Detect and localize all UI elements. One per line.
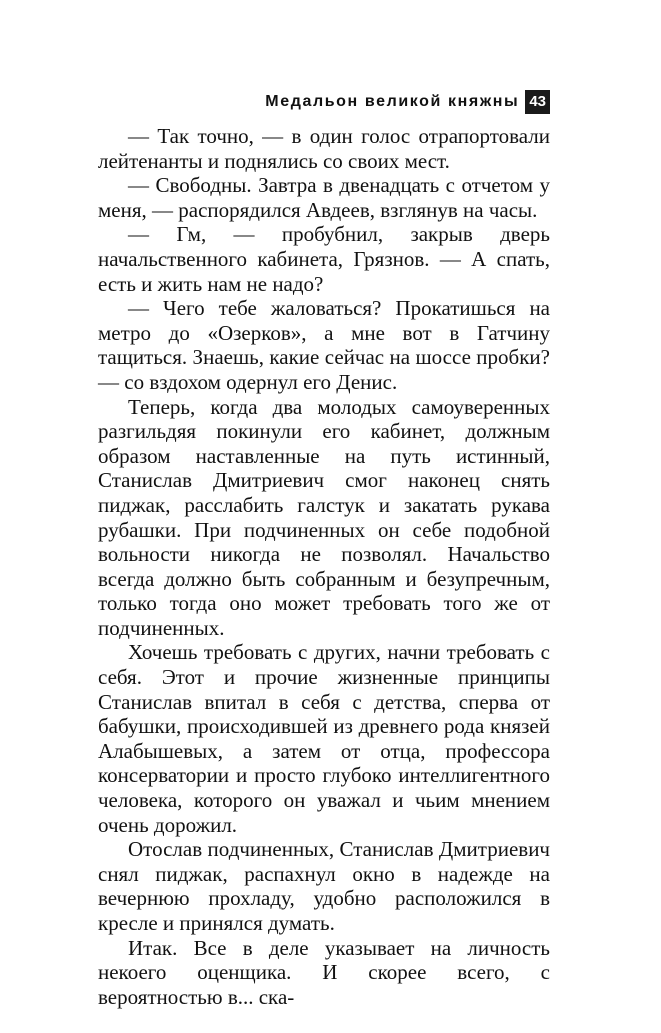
paragraph: — Так точно, — в один голос отрапортовали лейтенанты и поднялись со своих мест. xyxy=(98,124,550,173)
page-number: 43 xyxy=(525,90,550,114)
paragraph: Итак. Все в деле указывает на личность некоего оценщика. И скорее всего, с вероятностью в... ска- xyxy=(98,935,550,1009)
paragraph: Хочешь требовать с других, начни требовать с себя. Этот и прочие жизненные принципы Станислав впитал в себя с детства, сперва от бабушки, происходившей из древнего рода князей Алабышевых, а затем от отца, профессора консерватории и просто глубоко интеллигентного человека, которого он уважал и чьим мнением очень дорожил. xyxy=(98,640,550,837)
paragraph: Отослав подчиненных, Станислав Дмитриевич снял пиджак, распахнул окно в надежде на вечернюю прохладу, удобно расположился в кресле и принялся думать. xyxy=(98,837,550,935)
paragraph: Теперь, когда два молодых самоуверенных разгильдяя покинули его кабинет, должным образом наставленные на путь истинный, Станислав Дмитриевич смог наконец снять пиджак, расслабить галстук и закатать рукава рубашки. При подчиненных он себе подобной вольности никогда не позволял. Начальство всегда должно быть собранным и безупречным, только тогда оно может требовать того же от подчиненных. xyxy=(98,394,550,640)
paragraph: — Чего тебе жаловаться? Прокатишься на метро до «Озерков», а мне вот в Гатчину тащиться. Знаешь, какие сейчас на шоссе пробки? — со вздохом одернул его Денис. xyxy=(98,296,550,394)
paragraph: — Гм, — пробубнил, закрыв дверь начальственного кабинета, Грязнов. — А спать, есть и жить нам не надо? xyxy=(98,222,550,296)
paragraph: — Свободны. Завтра в двенадцать с отчетом у меня, — распорядился Авдеев, взглянув на часы. xyxy=(98,173,550,222)
running-title: Медальон великой княжны xyxy=(265,93,520,110)
running-head xyxy=(100,89,550,115)
body-text xyxy=(98,124,550,1009)
